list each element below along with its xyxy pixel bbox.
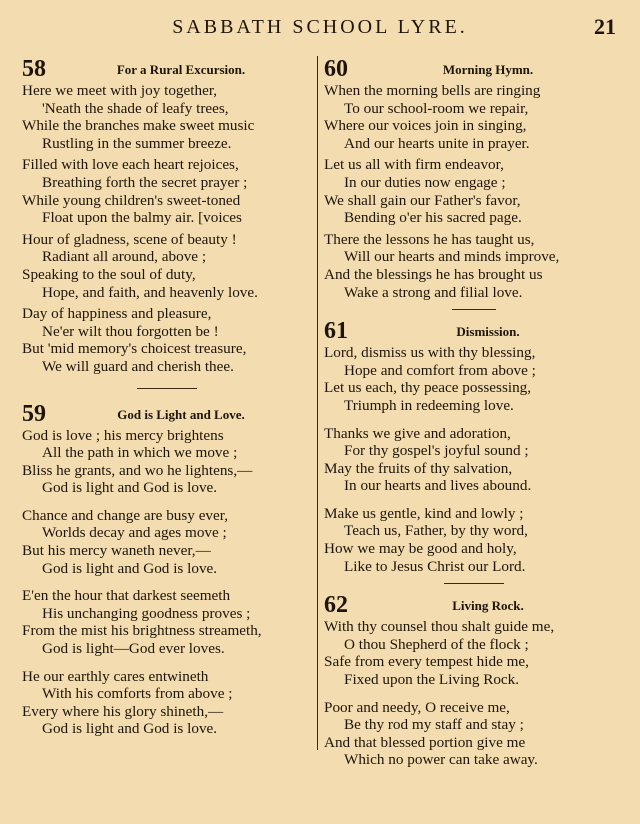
verse-line: Fixed upon the Living Rock. bbox=[344, 671, 520, 689]
verse-line: Hope, and faith, and heavenly love. bbox=[42, 283, 258, 301]
verse-line: We will guard and cherish thee. bbox=[42, 357, 234, 375]
verse-line: While young children's sweet-toned bbox=[22, 191, 241, 209]
verse-line: We shall gain our Father's favor, bbox=[324, 191, 521, 209]
right-column bbox=[324, 58, 624, 773]
verse-line: God is light and God is love. bbox=[42, 479, 218, 497]
verse-line: But 'mid memory's choicest treasure, bbox=[22, 340, 247, 358]
stanza bbox=[324, 344, 624, 414]
hymn-number: 61 bbox=[324, 318, 348, 345]
verse-line: Radiant all around, above ; bbox=[42, 248, 207, 266]
stanza bbox=[22, 231, 312, 301]
hymn-60 bbox=[324, 58, 624, 301]
verse-line: From the mist his brightness streameth, bbox=[22, 622, 262, 640]
verse-line: With thy counsel thou shalt guide me, bbox=[324, 618, 555, 636]
verse-line: Triumph in redeeming love. bbox=[344, 396, 514, 414]
verse-line: Safe from every tempest hide me, bbox=[324, 653, 529, 671]
section-rule bbox=[444, 583, 504, 584]
verse-line: Be thy rod my staff and stay ; bbox=[344, 716, 524, 734]
verse-line: Filled with love each heart rejoices, bbox=[22, 156, 239, 174]
verse-line: Speaking to the soul of duty, bbox=[22, 265, 196, 283]
verse-line: May the fruits of thy salvation, bbox=[324, 459, 513, 477]
stanza bbox=[324, 699, 624, 769]
verse-line: Thanks we give and adoration, bbox=[324, 424, 511, 442]
hymn-61 bbox=[324, 320, 624, 575]
verse-line: Ne'er wilt thou forgotten be ! bbox=[42, 322, 219, 340]
section-rule bbox=[137, 388, 197, 389]
verse-line: Like to Jesus Christ our Lord. bbox=[344, 557, 526, 575]
stanza bbox=[324, 82, 624, 152]
verse-line: Hope and comfort from above ; bbox=[344, 361, 536, 379]
stanza bbox=[22, 587, 312, 657]
verse-line: In our hearts and lives abound. bbox=[344, 477, 532, 495]
verse-line: Every where his glory shineth,— bbox=[22, 702, 224, 720]
verse-line: Let us each, thy peace possessing, bbox=[324, 379, 532, 397]
verse-line: There the lessons he has taught us, bbox=[324, 230, 535, 248]
verse-line: Make us gentle, kind and lowly ; bbox=[324, 504, 524, 522]
verse-line: God is light and God is love. bbox=[42, 720, 218, 738]
left-column bbox=[22, 58, 312, 742]
verse-line: He our earthly cares entwineth bbox=[22, 667, 209, 685]
stanza bbox=[22, 668, 312, 738]
verse-line: Lord, dismiss us with thy blessing, bbox=[324, 344, 536, 362]
verse-line: All the path in which we move ; bbox=[42, 444, 238, 462]
page-number: 21 bbox=[594, 14, 616, 39]
verse-line: And that blessed portion give me bbox=[324, 733, 526, 751]
stanza bbox=[324, 231, 624, 301]
column-divider bbox=[317, 56, 318, 750]
verse-line: Breathing forth the secret prayer ; bbox=[42, 173, 248, 191]
verse-line: Teach us, Father, by thy word, bbox=[344, 522, 528, 540]
hymn-number: 60 bbox=[324, 56, 348, 82]
verse-line: His unchanging goodness proves ; bbox=[42, 604, 251, 622]
section-rule bbox=[452, 309, 496, 310]
verse-line: Which no power can take away. bbox=[344, 751, 538, 769]
stanza bbox=[22, 156, 312, 226]
hymn-58 bbox=[22, 58, 312, 376]
verse-line: While the branches make sweet music bbox=[22, 117, 255, 135]
verse-line: In our duties now engage ; bbox=[344, 173, 506, 191]
stanza bbox=[22, 507, 312, 577]
verse-line: And our hearts unite in prayer. bbox=[344, 134, 530, 152]
verse-line: Worlds decay and ages move ; bbox=[42, 524, 227, 542]
verse-line: God is light and God is love. bbox=[42, 559, 218, 577]
verse-line: Bending o'er his sacred page. bbox=[344, 209, 522, 227]
hymn-title: Dismission. bbox=[456, 324, 520, 340]
verse-line: Let us all with firm endeavor, bbox=[324, 156, 504, 174]
verse-line: Bliss he grants, and wo he lightens,— bbox=[22, 461, 253, 479]
hymn-title: Morning Hymn. bbox=[442, 62, 534, 77]
verse-line: 'Neath the shade of leafy trees, bbox=[42, 99, 229, 117]
hymn-title: For a Rural Excursion. bbox=[116, 62, 246, 77]
stanza bbox=[324, 156, 624, 226]
verse-line: Chance and change are busy ever, bbox=[22, 506, 229, 524]
hymn-title: Living Rock. bbox=[452, 598, 524, 614]
verse-line: Float upon the balmy air. [voices bbox=[42, 209, 242, 227]
hymn-number: 62 bbox=[324, 592, 348, 619]
verse-line: Here we meet with joy together, bbox=[22, 82, 218, 99]
hymn-59 bbox=[22, 400, 312, 739]
hymn-62 bbox=[324, 594, 624, 769]
verse-line: Day of happiness and pleasure, bbox=[22, 305, 212, 323]
verse-line: For thy gospel's joyful sound ; bbox=[344, 442, 529, 460]
verse-line: And the blessings he has brought us bbox=[324, 265, 543, 283]
stanza bbox=[324, 618, 624, 688]
verse-line: Wake a strong and filial love. bbox=[344, 283, 523, 301]
verse-line: God is love ; his mercy brightens bbox=[22, 426, 224, 444]
verse-line: God is light—God ever loves. bbox=[42, 640, 225, 658]
verse-line: But his mercy waneth never,— bbox=[22, 542, 211, 560]
stanza bbox=[324, 425, 624, 495]
stanza bbox=[324, 505, 624, 575]
verse-line: Where our voices join in singing, bbox=[324, 117, 527, 135]
stanza bbox=[22, 427, 312, 497]
stanza bbox=[22, 82, 312, 152]
verse-line: Will our hearts and minds improve, bbox=[344, 248, 560, 266]
verse-line: O thou Shepherd of the flock ; bbox=[344, 635, 529, 653]
verse-line: Poor and needy, O receive me, bbox=[324, 698, 510, 716]
verse-line: Rustling in the summer breeze. bbox=[42, 134, 232, 152]
verse-line: When the morning bells are ringing bbox=[324, 82, 541, 99]
running-header: SABBATH SCHOOL LYRE. bbox=[172, 16, 468, 38]
verse-line: With his comforts from above ; bbox=[42, 685, 233, 703]
verse-line: E'en the hour that darkest seemeth bbox=[22, 587, 231, 605]
stanza bbox=[22, 305, 312, 375]
verse-line: To our school-room we repair, bbox=[344, 99, 529, 117]
hymn-number: 58 bbox=[22, 56, 46, 82]
verse-line: How we may be good and holy, bbox=[324, 540, 517, 558]
hymn-title: God is Light and Love. bbox=[117, 406, 245, 422]
verse-line: Hour of gladness, scene of beauty ! bbox=[22, 230, 237, 248]
hymn-number: 59 bbox=[22, 400, 46, 427]
